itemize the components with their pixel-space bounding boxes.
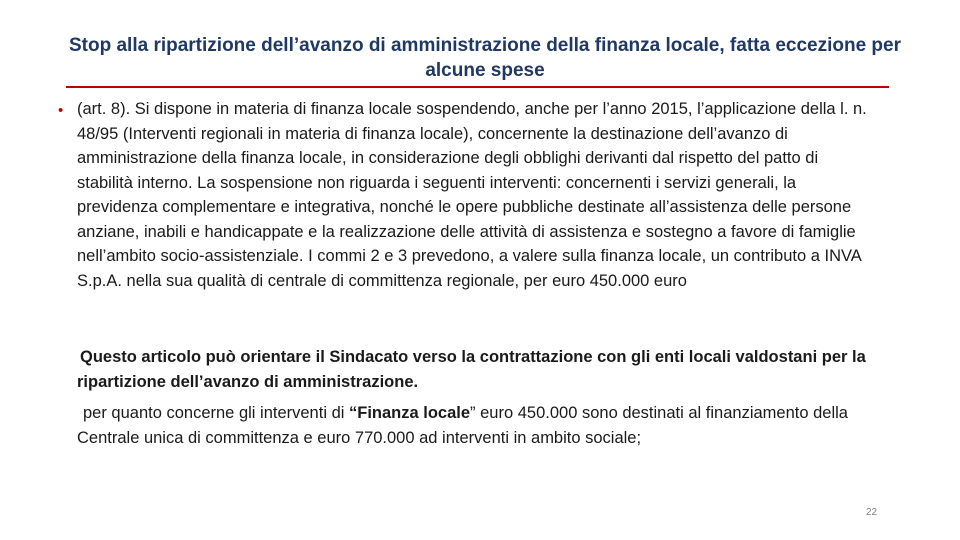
paragraph-article-8: (art. 8). Si dispone in materia di finanza locale sospendendo, anche per l’anno 2015, l’applicazione della l. n. 48/95 (Interventi regionali in materia di finanza locale), concernente la destinazione dell’avanzo di amministrazione della finanza locale, in considerazione degli obblighi derivanti dal rispetto del patto di stabilità interno. La sospensione non riguarda i seguenti interventi: concernenti i servizi generali, la previdenza complementare e integrativa, nonché le opere pubbliche destinate all’assistenza delle persone anziane, inabili e handicappate e la realizzazione delle attività di assistenza e sostegno a favore di famiglie nell’ambito socio-assistenziale. I commi 2 e 3 prevedono, a valere sulla finanza locale, un contributo a INVA S.p.A. nella sua qualità di centrale di committenza regionale, per euro 450.000 euro: [77, 100, 867, 290]
slide-title: Stop alla ripartizione dell’avanzo di amministrazione della finanza locale, fatta eccezione per alcune spese: [68, 35, 901, 81]
title-divider: [66, 86, 889, 88]
paragraph-funding-lead: per quanto concerne gli interventi di: [83, 404, 349, 422]
paragraph-union-note-text: Questo articolo può orientare il Sindacato verso la contrattazione con gli enti locali valdostani per la ripartizione dell’avanzo di amministrazione.: [77, 348, 866, 391]
paragraph-funding-emphasis: “Finanza locale: [349, 404, 471, 422]
paragraph-funding: [77, 401, 867, 450]
bullet-icon: •: [58, 102, 64, 119]
paragraph-funding-rest: ” euro 450.000 sono destinati al finanziamento della Centrale unica di committenza e euro 770.000 ad interventi in ambito sociale;: [77, 404, 848, 447]
page-number: 22: [866, 507, 878, 518]
paragraph-union-note: [77, 345, 867, 394]
